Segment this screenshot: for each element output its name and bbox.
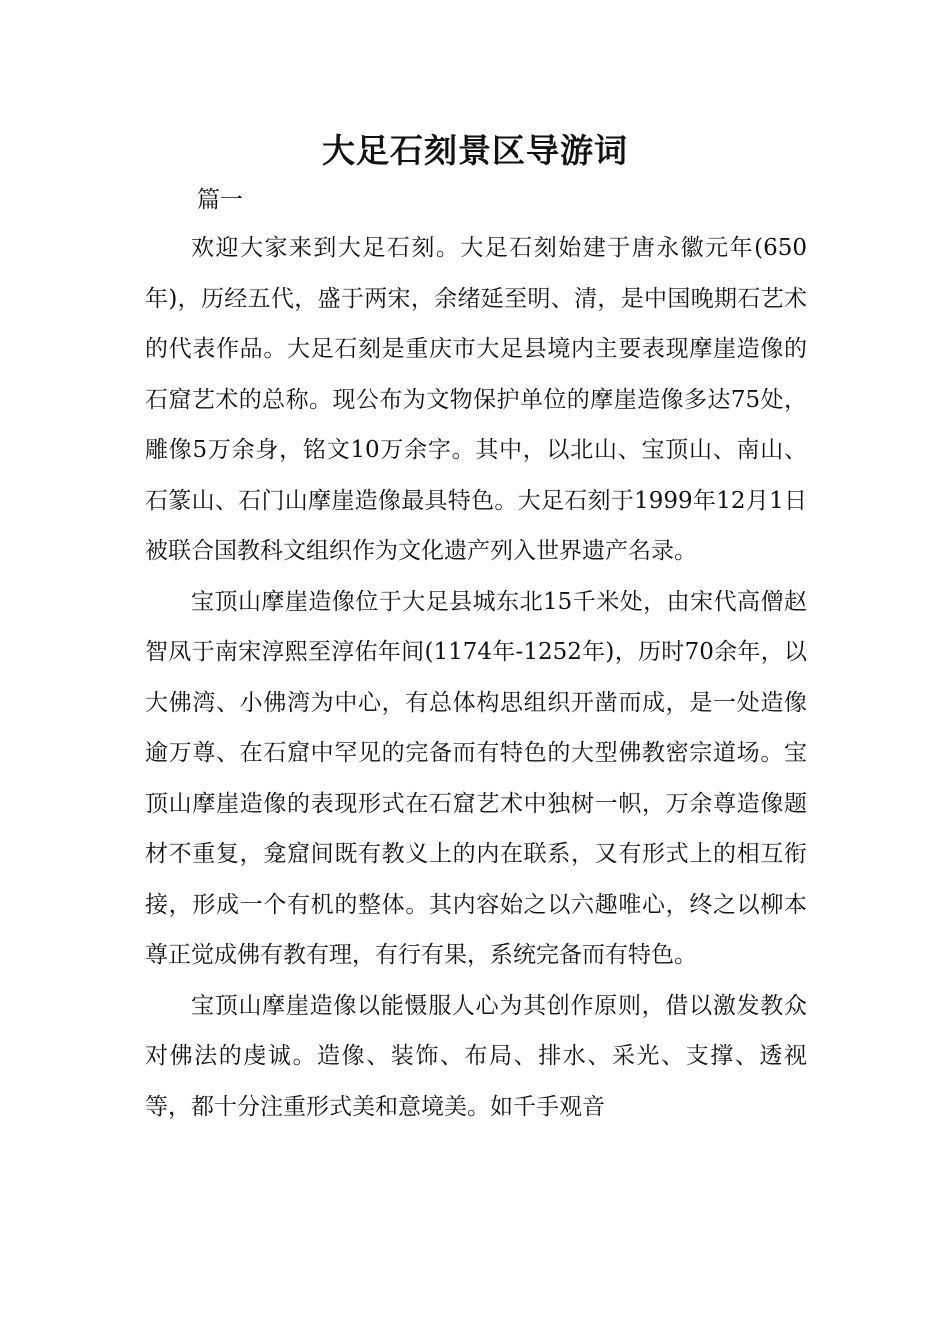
section-label: 篇一 <box>197 187 243 213</box>
document-body <box>145 223 807 1132</box>
paragraph-2: 宝顶山摩崖造像位于大足县城东北15千米处，由宋代高僧赵智凤于南宋淳熙至淳佑年间(1174年-1252年)，历时70余年，以大佛湾、小佛湾为中心，有总体构思组织开凿而成，是一处造像逾万尊、在石窟中罕见的完备而有特色的大型佛教密宗道场。宝顶山摩崖造像的表现形式在石窟艺术中独树一帜，万余尊造像题材不重复，龛窟间既有教义上的内在联系，又有形式上的相互衔接，形成一个有机的整体。其内容始之以六趣唯心，终之以柳本尊正觉成佛有教有理，有行有果，系统完备而有特色。 <box>145 588 807 968</box>
document-title: 大足石刻景区导游词 <box>322 131 628 170</box>
paragraph-3: 宝顶山摩崖造像以能慑服人心为其创作原则，借以激发教众对佛法的虔诚。造像、装饰、布局、排水、采光、支撑、透视等，都十分注重形式美和意境美。如千手观音 <box>145 992 807 1120</box>
paragraph-1: 欢迎大家来到大足石刻。大足石刻始建于唐永徽元年(650年)，历经五代，盛于两宋，余绪延至明、清，是中国晚期石艺术的代表作品。大足石刻是重庆市大足县境内主要表现摩崖造像的石窟艺术的总称。现公布为文物保护单位的摩崖造像多达75处，雕像5万余身，铭文10万余字。其中，以北山、宝顶山、南山、石篆山、石门山摩崖造像最具特色。大足石刻于1999年12月1日被联合国教科文组织作为文化遗产列入世界遗产名录。 <box>145 235 807 564</box>
